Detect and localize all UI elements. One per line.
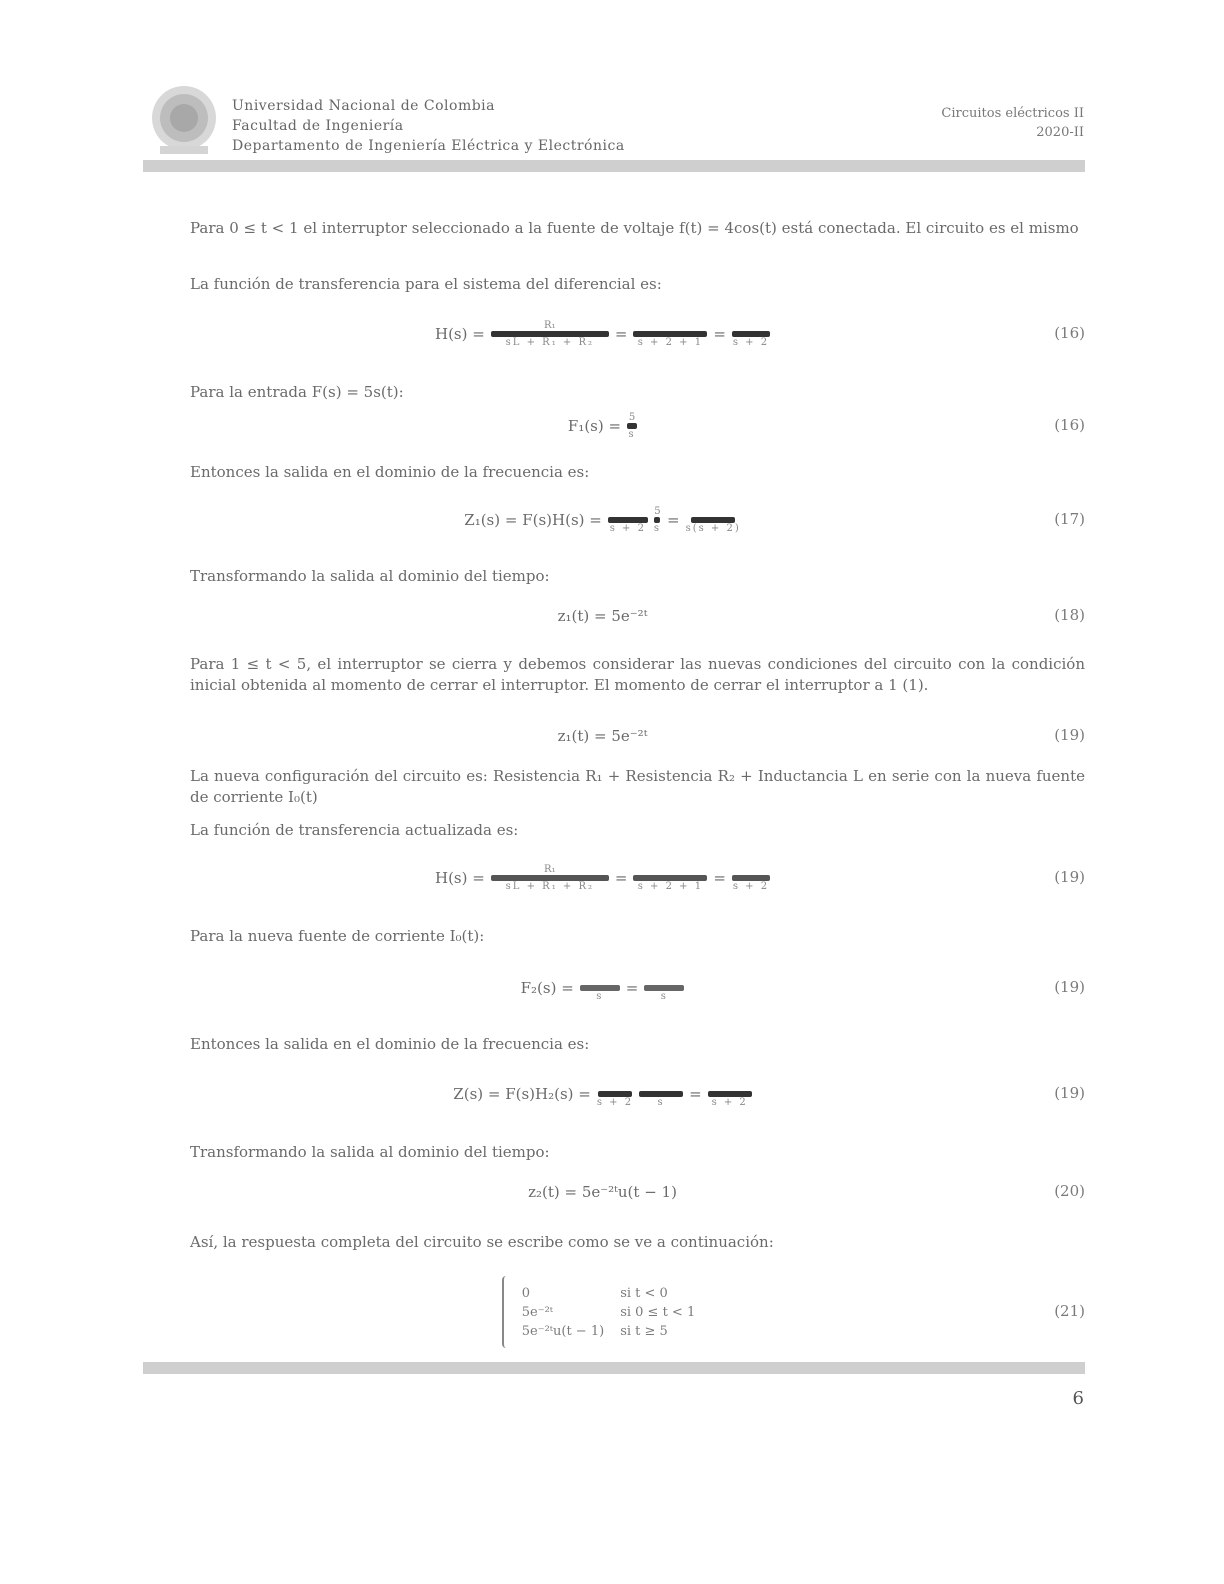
piecewise-cases — [502, 1276, 703, 1348]
case-row: 0 si t < 0 — [521, 1285, 668, 1301]
fraction: s — [639, 1080, 683, 1108]
page-number: 6 — [1072, 1388, 1084, 1409]
fraction: s + 2 + 1 — [633, 864, 707, 892]
equation-lhs: z₂(t) = 5e⁻²ᵗu(t − 1) — [528, 1183, 677, 1201]
fraction: 5 s — [653, 506, 661, 534]
fraction: s + 2 — [732, 864, 770, 892]
equation-number: (19) — [1054, 1084, 1085, 1102]
header-rule — [143, 160, 1085, 172]
paragraph-9: Para la nueva fuente de corriente I₀(t): — [190, 927, 485, 945]
equation-5 — [190, 716, 1085, 756]
equation-lhs: H(s) = — [435, 325, 485, 343]
equation-number: (17) — [1054, 510, 1085, 528]
equation-lhs: z₁(t) = 5e⁻²ᵗ — [557, 607, 648, 625]
fraction: s + 2 — [597, 1080, 633, 1108]
paragraph-2: La función de transferencia para el sistema del diferencial es: — [190, 275, 662, 293]
equation-10 — [190, 1272, 1085, 1352]
fraction: s — [644, 974, 684, 1002]
fraction: 5 s — [628, 412, 636, 440]
course-name: Circuitos eléctricos II — [941, 106, 1084, 121]
equation-lhs: F₂(s) = — [520, 979, 574, 997]
paragraph-11: Transformando la salida al dominio del tiempo: — [190, 1143, 550, 1161]
paragraph-10: Entonces la salida en el dominio de la frecuencia es: — [190, 1035, 590, 1053]
case-row: 5e⁻²ᵗ si 0 ≤ t < 1 — [521, 1304, 696, 1320]
equation-9 — [190, 1172, 1085, 1212]
equation-8: Z(s) = F(s)H₂(s) = s + 2 s = s + 2 (19) — [190, 1074, 1085, 1114]
fraction: s + 2 — [608, 506, 648, 534]
equation-3: Z₁(s) = F(s)H(s) = s + 2 5 s = s(s + 2) (17) — [464, 506, 1085, 534]
equation-lhs: z₁(t) = 5e⁻²ᵗ — [557, 727, 648, 745]
paragraph-3: Para la entrada F(s) = 5s(t): — [190, 383, 404, 401]
fraction: s + 2 — [708, 1080, 752, 1108]
footer-rule — [143, 1362, 1085, 1374]
paragraph-12: Así, la respuesta completa del circuito se escribe como se ve a continuación: — [190, 1233, 774, 1251]
case-row: 5e⁻²ᵗu(t − 1) si t ≥ 5 — [521, 1323, 668, 1339]
faculty-name: Facultad de Ingeniería — [232, 118, 404, 134]
fraction: R₁ sL + R₁ + R₂ — [491, 864, 609, 892]
equation-number: (19) — [1054, 868, 1085, 886]
equation-lhs: Z₁(s) = F(s)H(s) = — [464, 511, 602, 529]
equation-4 — [190, 596, 1085, 636]
fraction: s + 2 + 1 — [633, 320, 707, 348]
course-term: 2020-II — [1036, 125, 1084, 140]
equation-2 — [190, 406, 1085, 446]
fraction: s(s + 2) — [686, 506, 741, 534]
equation-number: (21) — [1054, 1302, 1085, 1320]
equation-number: (16) — [1054, 416, 1085, 434]
fraction: s + 2 — [732, 320, 770, 348]
equation-lhs: F₁(s) = — [567, 417, 622, 435]
institution-block — [232, 96, 625, 156]
equation-lhs: H(s) = — [435, 869, 485, 887]
equation-lhs: Z(s) = F(s)H₂(s) = — [453, 1085, 591, 1103]
equation-6: H(s) = R₁ sL + R₁ + R₂ = s + 2 + 1 = s + 2 (19) — [435, 864, 1085, 892]
university-seal-logo — [150, 80, 218, 158]
university-name: Universidad Nacional de Colombia — [232, 98, 496, 114]
paragraph-8: La función de transferencia actualizada es: — [190, 821, 519, 839]
department-name: Departamento de Ingeniería Eléctrica y Electrónica — [232, 138, 625, 154]
equation-7: F₂(s) = s = s (19) — [190, 968, 1085, 1008]
equation-number: (20) — [1054, 1182, 1085, 1200]
course-block — [941, 104, 1084, 142]
equation-number: (16) — [1054, 324, 1085, 342]
equation-1: H(s) = R₁ sL + R₁ + R₂ = s + 2 + 1 = s + 2 (16) — [435, 320, 1085, 348]
equation-number: (19) — [1054, 978, 1085, 996]
paragraph-7: La nueva configuración del circuito es: Resistencia R₁ + Resistencia R₂ + Inductancia L en serie con la nueva fuente de corriente I₀(t) — [190, 767, 1085, 806]
equation-number: (18) — [1054, 606, 1085, 624]
fraction: R₁ sL + R₁ + R₂ — [491, 320, 609, 348]
paragraph-5: Transformando la salida al dominio del tiempo: — [190, 567, 550, 585]
paragraph-6: Para 1 ≤ t < 5, el interruptor se cierra y debemos considerar las nuevas condiciones del circuito con la condición inicial obtenida al momento de cerrar el interruptor. El momento de cerrar el interruptor a 1 (1). — [190, 655, 1085, 694]
equation-number: (19) — [1054, 726, 1085, 744]
paragraph-4: Entonces la salida en el dominio de la frecuencia es: — [190, 463, 590, 481]
fraction: s — [580, 974, 620, 1002]
left-brace — [502, 1276, 510, 1348]
paragraph-1: Para 0 ≤ t < 1 el interruptor seleccionado a la fuente de voltaje f(t) = 4cos(t) está conectada. El circuito es el mismo — [190, 219, 1079, 237]
